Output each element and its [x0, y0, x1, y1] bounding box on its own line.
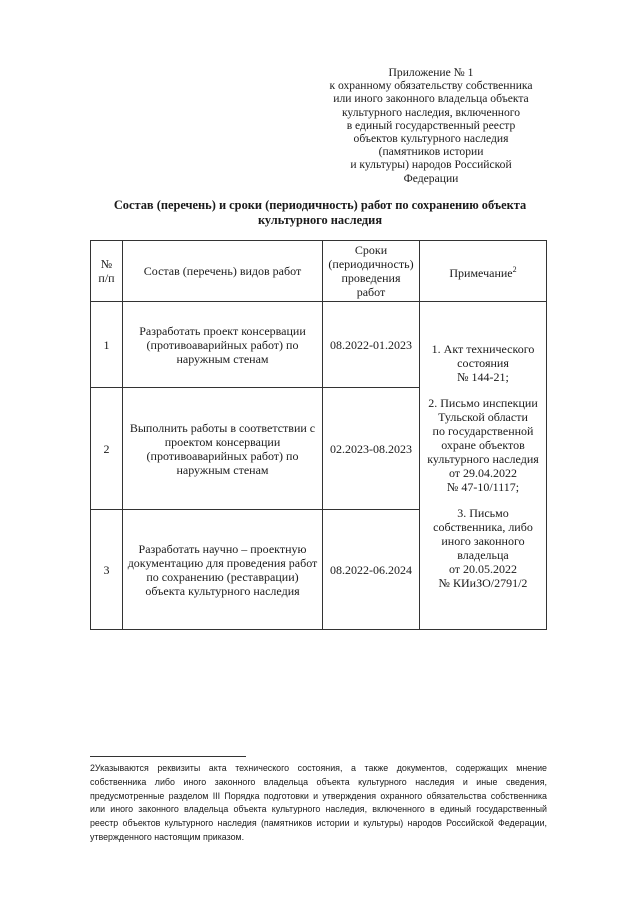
- note-2: [424, 396, 542, 494]
- appendix-line: или иного законного владельца объекта: [333, 92, 529, 106]
- appendix-line: к охранному обязательству собственника: [329, 79, 533, 93]
- header-works: Состав (перечень) видов работ: [123, 241, 323, 302]
- note-line: 1. Акт технического: [431, 341, 535, 356]
- appendix-line: Приложение № 1: [388, 66, 474, 79]
- note-line: от 20.05.2022: [448, 561, 518, 576]
- note-line: от 29.04.2022: [448, 465, 518, 480]
- row-num: 3: [91, 510, 123, 630]
- note-1: [424, 342, 542, 384]
- row-num: 2: [91, 388, 123, 510]
- note-line: охране объектов: [441, 437, 525, 452]
- appendix-line: Федерации: [403, 171, 459, 185]
- note-line: по государственной: [432, 423, 534, 438]
- note-line: собственника, либо: [433, 519, 533, 534]
- note-line: № 144-21;: [457, 369, 509, 384]
- appendix-line: культурного наследия, включенного: [341, 105, 521, 119]
- note-line: культурного наследия: [427, 451, 539, 466]
- header-num: № п/п: [91, 241, 123, 302]
- works-table: [90, 240, 547, 630]
- row-works: Разработать научно – проектную документацию для проведения работ по сохранению (реставрации) объекта культурного наследия: [123, 510, 323, 630]
- note-line: № 47-10/1117;: [446, 479, 520, 494]
- note-3: [424, 506, 542, 590]
- row-terms: 08.2022-01.2023: [323, 302, 420, 388]
- appendix-line: и культуры) народов Российской: [350, 158, 512, 172]
- row-works: Выполнить работы в соответствии с проектом консервации (противоаварийных работ) по наружным стенам: [123, 388, 323, 510]
- footnote-divider: [90, 756, 246, 757]
- appendix-line: в единый государственный реестр: [346, 118, 516, 132]
- row-num: 1: [91, 302, 123, 388]
- footnote-ref: 2: [512, 264, 517, 274]
- note-line: № КИиЗО/2791/2: [438, 575, 528, 590]
- note-line: 3. Письмо: [457, 505, 509, 520]
- document-title: Состав (перечень) и сроки (периодичность) работ по сохранению объекта культурного наследия: [113, 198, 527, 227]
- note-line: состояния: [457, 355, 509, 370]
- header-note-label: Примечание: [449, 265, 513, 280]
- note-line: Тульской области: [438, 409, 528, 424]
- table-row: [91, 302, 547, 388]
- row-terms: 02.2023-08.2023: [323, 388, 420, 510]
- note-line: 2. Письмо инспекции: [428, 395, 538, 410]
- header-terms: Сроки (периодичность) проведения работ: [323, 241, 420, 302]
- footnote-text: 2Указываются реквизиты акта технического состояния, а также документов, содержащих мнение собственника либо иного законного владельца объекта культурного наследия и иные сведения, предусмотренные разделом III Порядка подготовки и утверждения охранного обязательства собственника или иного законного владельца объекта культурного наследия, включенного в единый государственный реестр объектов культурного наследия (памятников истории и культуры) народов Российской Федерации, утвержденного настоящим приказом.: [90, 763, 547, 842]
- note-line: владельца: [457, 547, 509, 562]
- note-line: иного законного: [441, 533, 525, 548]
- appendix-line: (памятников истории: [378, 145, 484, 159]
- appendix-line: объектов культурного наследия: [353, 132, 509, 146]
- table-header-row: [91, 241, 547, 302]
- row-terms: 08.2022-06.2024: [323, 510, 420, 630]
- appendix-header: [306, 66, 556, 185]
- header-note: [420, 241, 547, 302]
- notes-cell: [420, 302, 547, 630]
- row-works: Разработать проект консервации (противоаварийных работ) по наружным стенам: [123, 302, 323, 388]
